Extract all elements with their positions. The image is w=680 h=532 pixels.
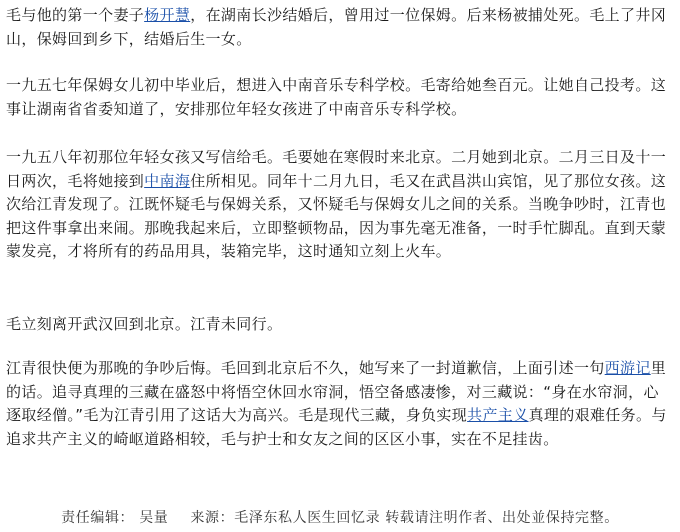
source-credit: 来源：毛泽东私人医生回忆录 转载请注明作者、出处並保持完整。 <box>190 510 619 526</box>
paragraph-2 <box>6 74 674 121</box>
paragraph-text: 一九五八年初那位年轻女孩又写信给毛。毛要她在寒假时来北京。二月她到北京。二月三日及十一日两次，毛将她接到 <box>6 148 667 190</box>
paragraph-5 <box>6 357 674 451</box>
paragraph-4 <box>6 313 674 337</box>
paragraph-text: 一九五七年保姆女儿初中毕业后，想进入中南音乐专科学校。毛寄给她叁百元。让她自己投考。这事让湖南省省委知道了，安排那位年轻女孩进了中南音乐专科学校。 <box>6 76 667 118</box>
link-communism[interactable]: 共产主义 <box>467 406 529 424</box>
paragraph-text: 毛与他的第一个妻子 <box>6 6 145 24</box>
paragraph-3 <box>6 146 674 264</box>
editor-credit: 责任编辑： 吴量 <box>61 510 169 526</box>
paragraph-text: ，在湖南长沙结婚后，曾用过一位保姆。后来杨被捕处死。毛上了井冈山，保姆回到乡下，结婚后生一女。 <box>6 6 667 48</box>
paragraph-text: 真理的艰难任务。与追求共产主义的崎岖道路相较，毛与护士和女友之间的区区小事，实在不足挂齿。 <box>6 406 667 448</box>
paragraph-text: 毛立刻离开武汉回到北京。江青未同行。 <box>6 315 283 333</box>
paragraph-text: 江青很快便为那晚的争吵后悔。毛回到北京后不久，她写来了一封道歉信，上面引述一句 <box>6 359 605 377</box>
link-journey-to-the-west[interactable]: 西游记 <box>604 359 651 377</box>
paragraph-1 <box>6 4 674 51</box>
link-yang-kaihui[interactable]: 杨开慧 <box>144 6 191 24</box>
paragraph-text: 里的话。追寻真理的三藏在盛怒中将悟空休回水帘洞，悟空备感凄惨，对三藏说：“身在水帘洞，心逐取经僧。”毛为江青引用了这话大为高兴。毛是现代三藏，身负实现 <box>6 359 667 424</box>
paragraph-text: 住所相见。同年十二月九日，毛又在武昌洪山宾馆，见了那位女孩。这次给江青发现了。江既怀疑毛与保姆关系，又怀疑毛与保姆女儿之间的关系。当晚争吵时，江青也把这件事拿出来闹。那晚我起来后，立即整顿物品，因为事先毫无准备，一时手忙脚乱。直到天蒙蒙发亮，才将所有的药品用具，装箱完毕，这时通知立刻上火车。 <box>6 171 667 260</box>
link-zhongnanhai[interactable]: 中南海 <box>144 171 191 190</box>
article-footer <box>0 508 680 528</box>
